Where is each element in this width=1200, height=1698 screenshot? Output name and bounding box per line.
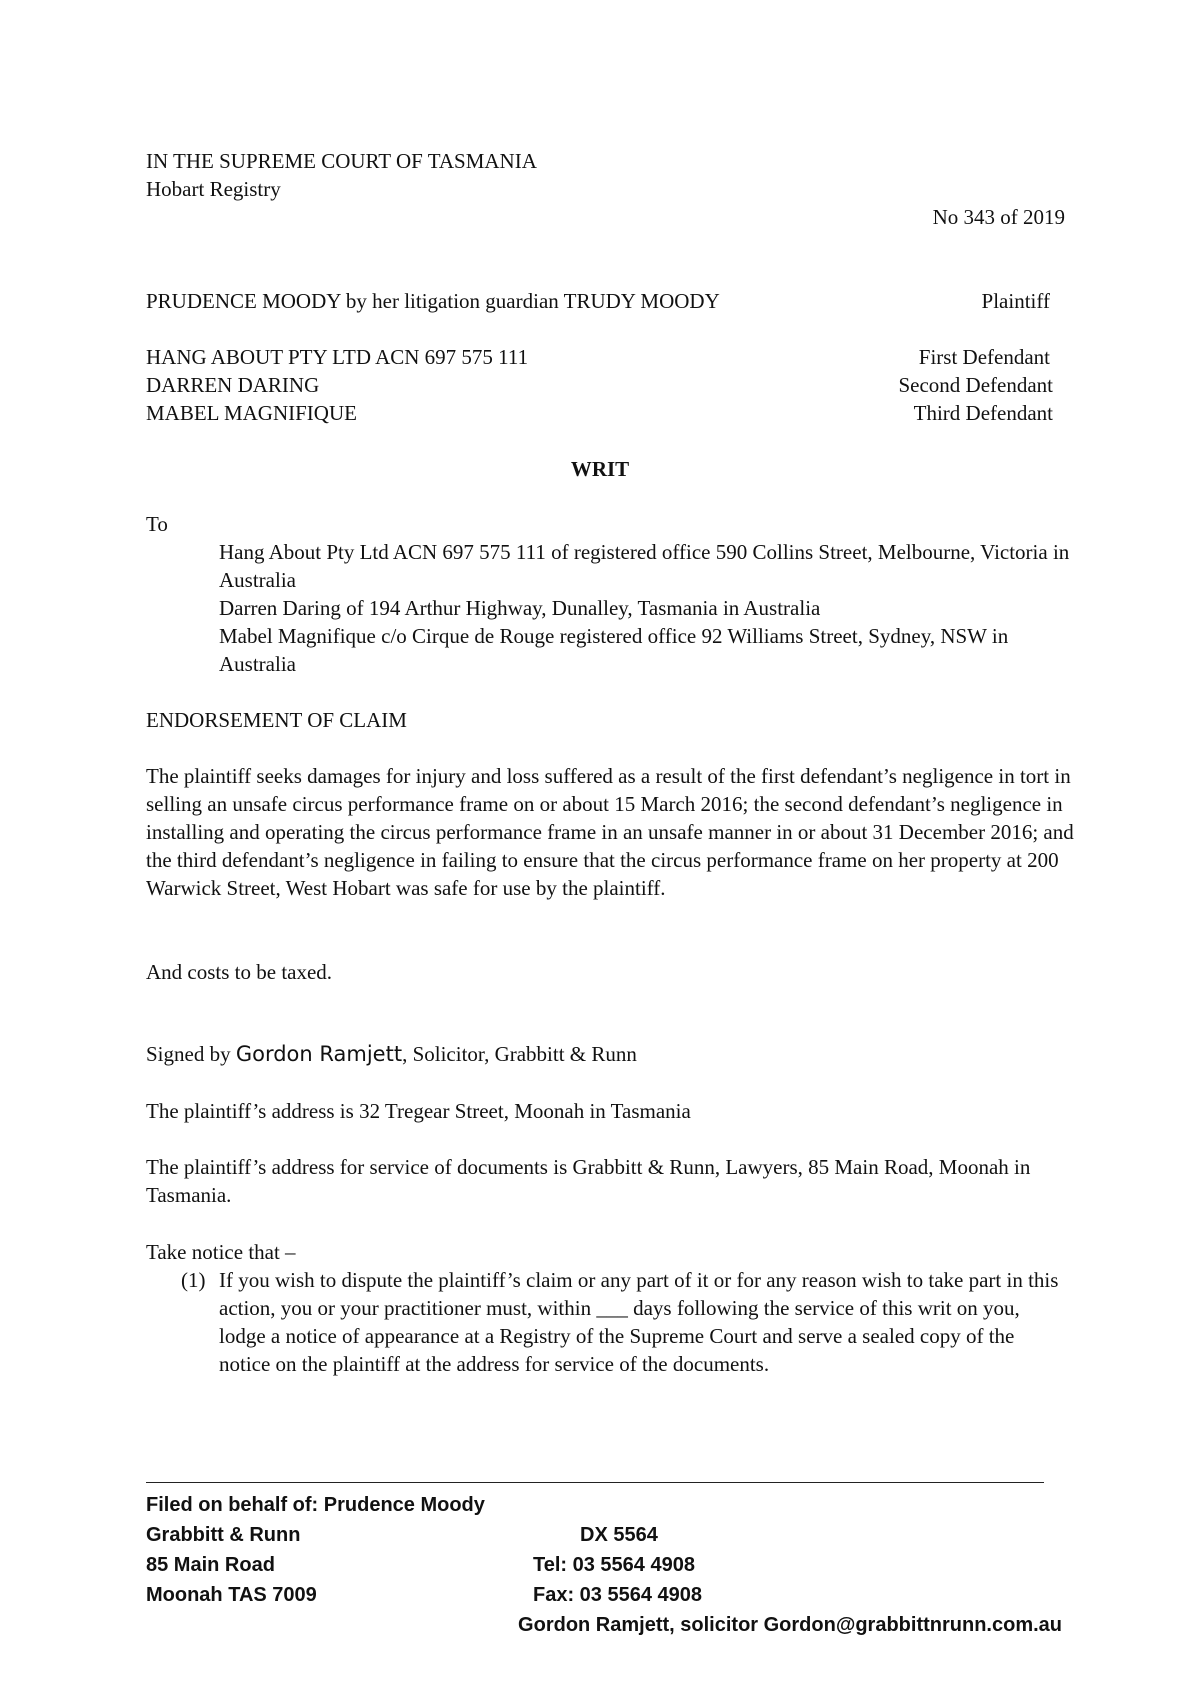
footer-dx: DX 5564 (580, 1524, 658, 1546)
signature-line (146, 1040, 1076, 1068)
claim-paragraph: The plaintiff seeks damages for injury and loss suffered as a result of the first defendant’s negligence in tort in selling an unsafe circus performance frame on or about 15 March 2016; the second defendant’s negligence in installing and operating the circus performance frame in an unsafe manner in or about 31 December 2016; and the third defendant’s negligence in failing to ensure that the circus performance frame on her property at 200 Warwick Street, West Hobart was safe for use by the plaintiff. (146, 764, 1074, 900)
footer-divider (146, 1482, 1044, 1483)
footer-city: Moonah TAS 7009 (146, 1584, 317, 1606)
party-role: Third Defendant (913, 401, 1053, 425)
footer-street: 85 Main Road (146, 1554, 275, 1576)
party-name: DARREN DARING (146, 373, 320, 397)
footer-firm: Grabbitt & Runn (146, 1524, 301, 1546)
party-plaintiff (146, 287, 1050, 315)
notice-item (181, 1266, 1061, 1378)
footer-fax: Fax: 03 5564 4908 (533, 1584, 703, 1606)
addressee-third-defendant: Mabel Magnifique c/o Cirque de Rouge registered office 92 Williams Street, Sydney, NSW in Australia (219, 624, 1009, 676)
addressee-second-defendant: Darren Daring of 194 Arthur Highway, Dunalley, Tasmania in Australia (219, 596, 821, 620)
plaintiff-address: The plaintiff’s address is 32 Tregear Street, Moonah in Tasmania (146, 1099, 691, 1123)
party-first-defendant (146, 343, 1050, 371)
addressee-list (219, 538, 1079, 678)
party-third-defendant (146, 399, 1053, 427)
party-role: Second Defendant (898, 373, 1053, 397)
costs-paragraph: And costs to be taxed. (146, 960, 333, 984)
footer-tel: Tel: 03 5564 4908 (533, 1554, 695, 1576)
party-role: Plaintiff (981, 289, 1050, 313)
service-address: The plaintiff’s address for service of documents is Grabbitt & Runn, Lawyers, 85 Main Road, Moonah in Tasmania. (146, 1155, 1031, 1207)
party-name: HANG ABOUT PTY LTD ACN 697 575 111 (146, 345, 529, 369)
court-name: IN THE SUPREME COURT OF TASMANIA (146, 149, 537, 173)
notice-item-text: If you wish to dispute the plaintiff’s claim or any part of it or for any reason wish to take part in this action, you or your practitioner must, within ___ days following the service of this writ on you, lodge a notice of appearance at a Registry of the Supreme Court and serve a sealed copy of the notice on the plaintiff at the address for service of the documents. (219, 1268, 1059, 1376)
footer-contact: Gordon Ramjett, solicitor Gordon@grabbittnrunn.com.au (518, 1614, 1062, 1636)
endorsement-heading: ENDORSEMENT OF CLAIM (146, 708, 407, 732)
notice-item-number: (1) (181, 1268, 206, 1292)
signatory-name: Gordon Ramjett (235, 1042, 403, 1066)
notice-intro: Take notice that – (146, 1240, 296, 1264)
party-name: PRUDENCE MOODY by her litigation guardian TRUDY MOODY (146, 289, 720, 313)
addressee-first-defendant: Hang About Pty Ltd ACN 697 575 111 of registered office 590 Collins Street, Melbourne, Victoria in Australia (219, 540, 1070, 592)
registry-name: Hobart Registry (146, 177, 281, 201)
party-role: First Defendant (918, 345, 1050, 369)
case-number: No 343 of 2019 (932, 205, 1065, 229)
signature-prefix: Signed by (146, 1042, 236, 1066)
footer-filed-on-behalf: Filed on behalf of: Prudence Moody (146, 1494, 485, 1516)
party-second-defendant (146, 371, 1053, 399)
party-name: MABEL MAGNIFIQUE (146, 401, 357, 425)
signature-suffix: , Solicitor, Grabbitt & Runn (402, 1042, 637, 1066)
document-title: WRIT (570, 457, 630, 481)
to-label: To (146, 512, 168, 536)
